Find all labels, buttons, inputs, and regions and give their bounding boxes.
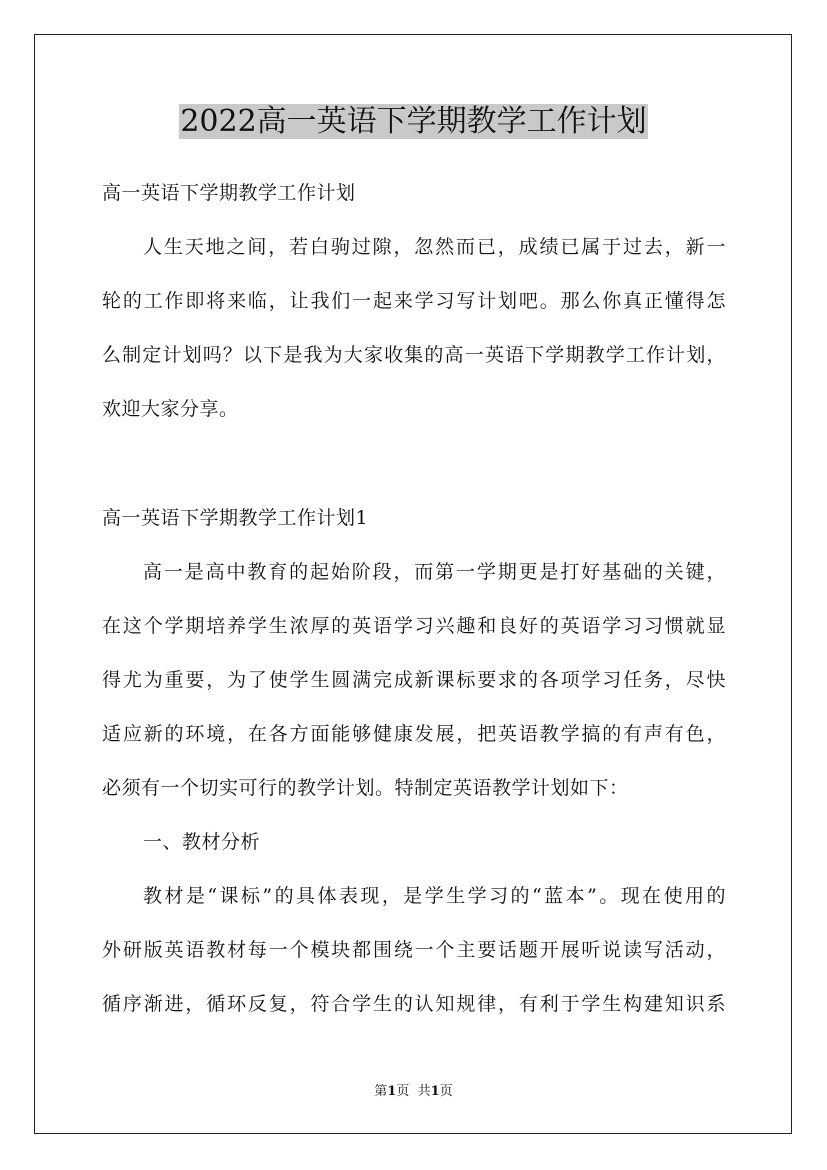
footer-total-number: 1 <box>430 1084 440 1099</box>
section-1-line-3: 得尤为重要，为了使学生圆满完成新课标要求的各项学习任务，尽快 <box>102 669 726 691</box>
section-1-line-5: 必须有一个切实可行的教学计划。特制定英语教学计划如下： <box>102 777 629 799</box>
intro-line-2: 轮的工作即将来临，让我们一起来学习写计划吧。那么你真正懂得怎 <box>102 290 726 312</box>
section-1-line-1: 高一是高中教育的起始阶段，而第一学期更是打好基础的关键， <box>143 561 726 583</box>
document-subtitle: 高一英语下学期教学工作计划 <box>102 182 356 204</box>
document-title-text: 2022高一英语下学期教学工作计划 <box>180 104 647 139</box>
intro-line-1: 人生天地之间，若白驹过隙，忽然而已，成绩已属于过去，新一 <box>143 236 726 258</box>
footer-total-prefix: 共 <box>417 1084 431 1099</box>
section-1-line-2: 在这个学期培养学生浓厚的英语学习兴趣和良好的英语学习习惯就显 <box>102 615 726 637</box>
part-1-line-2: 外研版英语教材每一个模块都围绕一个主要话题开展听说读写活动， <box>102 939 726 961</box>
intro-line-3: 么制定计划吗？以下是我为大家收集的高一英语下学期教学工作计划， <box>102 344 726 366</box>
section-1-heading: 高一英语下学期教学工作计划1 <box>102 507 369 529</box>
intro-line-4: 欢迎大家分享。 <box>102 398 239 420</box>
page-footer <box>0 1083 827 1101</box>
footer-page-prefix: 第 <box>374 1084 388 1099</box>
footer-page-number: 1 <box>387 1084 397 1099</box>
footer-page-suffix: 页 <box>396 1084 410 1099</box>
document-title <box>0 100 827 144</box>
part-1-line-1: 教材是“课标”的具体表现，是学生学习的“蓝本”。现在使用的 <box>143 885 726 907</box>
part-1-line-3: 循序渐进，循环反复，符合学生的认知规律，有利于学生构建知识系 <box>102 993 726 1015</box>
section-1-line-4: 适应新的环境，在各方面能够健康发展，把英语教学搞的有声有色， <box>102 723 726 745</box>
part-1-heading: 一、教材分析 <box>143 831 261 853</box>
footer-total-suffix: 页 <box>439 1084 453 1099</box>
